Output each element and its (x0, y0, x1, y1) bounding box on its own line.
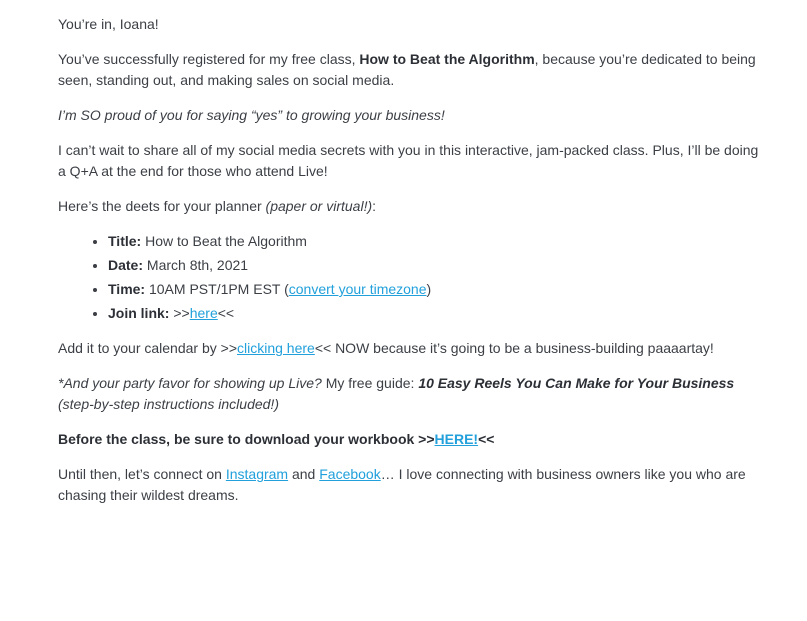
party-favor-tail: (step-by-step instructions included!) (58, 396, 279, 412)
detail-date (108, 255, 767, 276)
detail-date-value: March 8th, 2021 (143, 257, 249, 273)
planner-paragraph (58, 196, 767, 217)
detail-title (108, 231, 767, 252)
greeting: You’re in, Ioana! (58, 16, 159, 32)
workbook-text-end: << (478, 431, 495, 447)
calendar-text-end: << NOW because it’s going to be a business-building paaaartay! (314, 340, 714, 356)
proud-text: I’m SO proud of you for saying “yes” to growing your business! (58, 107, 445, 123)
registration-text-end: , because you’re dedicated to being seen, standing out, and making sales on social media. (58, 51, 756, 88)
workbook-text: Before the class, be sure to download your workbook >> (58, 431, 435, 447)
detail-join-label: Join link: (108, 305, 170, 321)
detail-date-label: Date: (108, 257, 144, 273)
class-name: How to Beat the Algorithm (359, 51, 535, 67)
detail-join (108, 303, 767, 324)
party-favor-text: My free guide: (321, 375, 419, 391)
planner-colon: : (372, 198, 377, 214)
connect-text: Until then, let’s connect on (58, 466, 226, 482)
secrets-paragraph: I can’t wait to share all of my social media secrets with you in this interactive, jam-packed class. Plus, I’ll be doing a Q+A at the end for those who attend Live! (58, 142, 759, 179)
detail-time-value: 10AM PST/1PM EST ( (145, 281, 289, 297)
planner-text: Here’s the deets for your planner (58, 198, 266, 214)
planner-italic: (paper or virtual!) (265, 198, 373, 214)
facebook-link[interactable]: Facebook (319, 466, 381, 482)
connect-paragraph (58, 464, 767, 506)
detail-time (108, 279, 767, 300)
detail-title-value: How to Beat the Algorithm (141, 233, 307, 249)
detail-join-post: << (217, 305, 235, 321)
detail-time-label: Time: (108, 281, 146, 297)
connect-and: and (288, 466, 320, 482)
calendar-paragraph (58, 338, 767, 359)
party-favor-lead: *And your party favor for showing up Live? (58, 375, 322, 391)
class-details-list (58, 231, 767, 324)
registration-paragraph (58, 49, 767, 91)
detail-join-pre: >> (169, 305, 190, 321)
registration-text: You’ve successfully registered for my free class, (58, 51, 360, 67)
calendar-text: Add it to your calendar by >> (58, 340, 237, 356)
guide-title (418, 375, 734, 391)
workbook-paragraph (58, 429, 767, 450)
convert-timezone-link[interactable]: convert your timezone (288, 281, 427, 297)
connect-text-end: … I love connecting with business owners like you who are chasing their wildest dreams. (58, 466, 746, 503)
detail-time-end: ) (426, 281, 432, 297)
download-workbook-link[interactable]: HERE! (434, 431, 479, 447)
add-to-calendar-link[interactable]: clicking here (237, 340, 315, 356)
detail-title-label: Title: (108, 233, 142, 249)
instagram-link[interactable]: Instagram (225, 466, 289, 482)
workbook-link-wrap (435, 431, 479, 447)
party-favor-paragraph (58, 373, 767, 415)
join-link[interactable]: here (189, 305, 218, 321)
guide-title-text: 10 Easy Reels You Can Make for Your Business (418, 375, 735, 391)
proud-paragraph (58, 105, 767, 126)
